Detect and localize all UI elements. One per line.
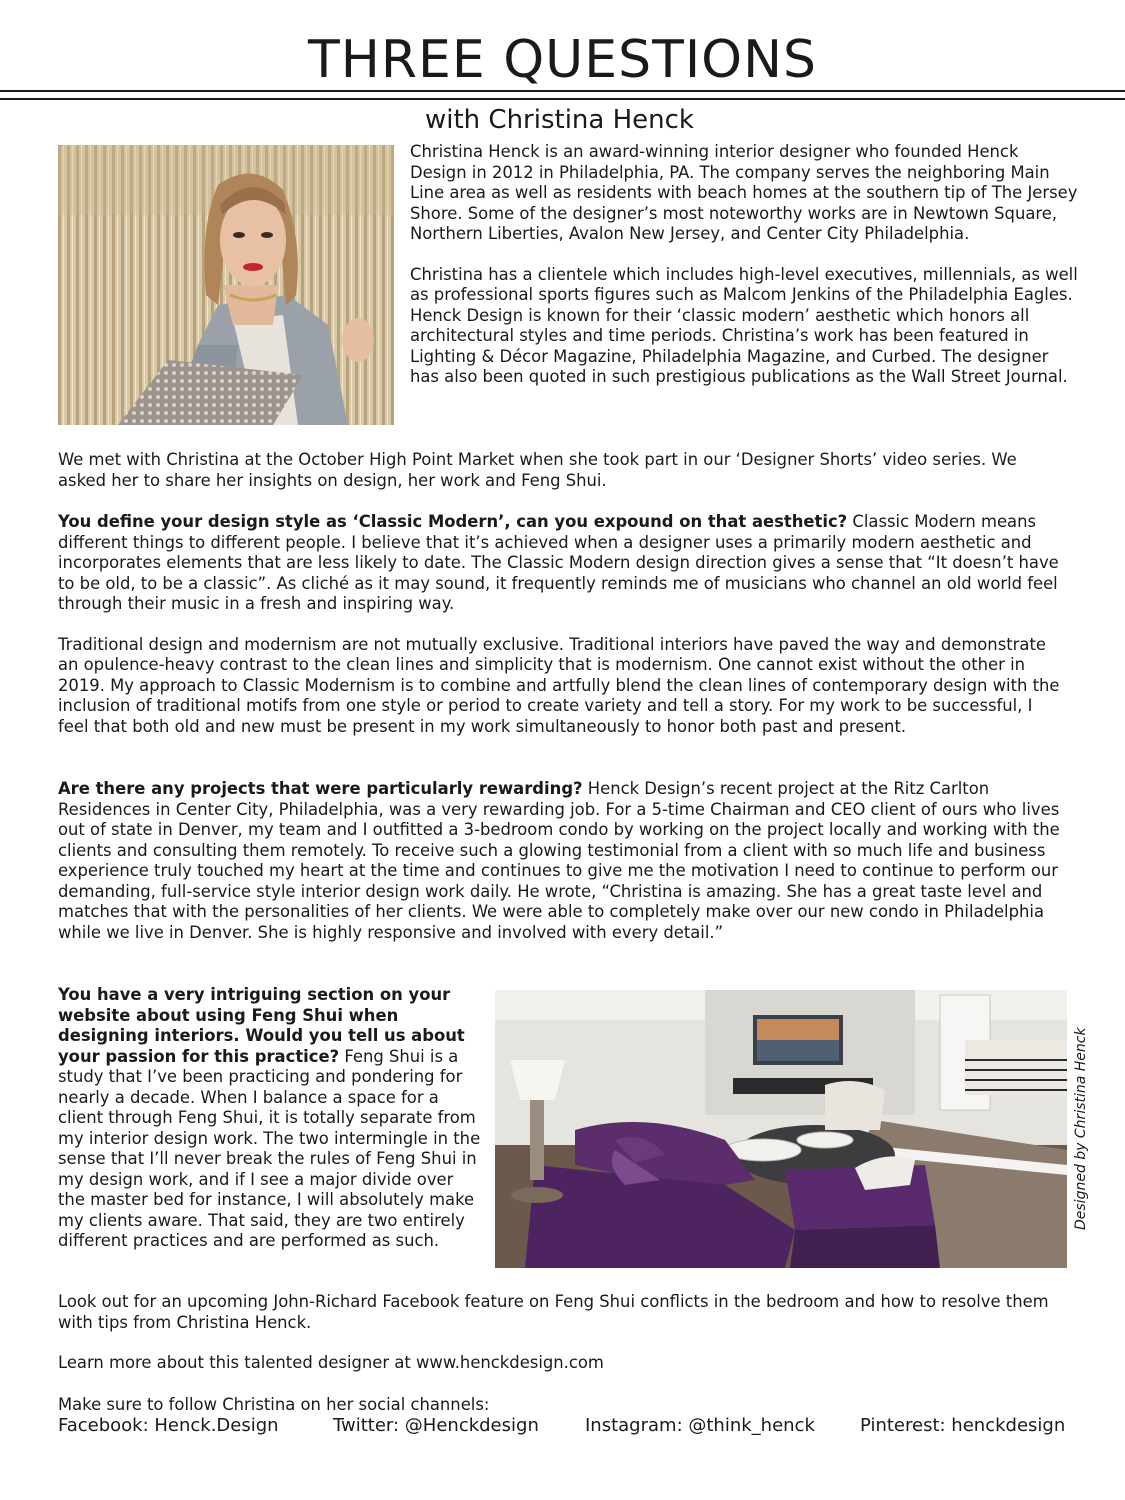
portrait-photo: [58, 145, 394, 425]
question-block-3: [58, 985, 482, 1252]
answer-text: Henck Design’s recent project at the Ritz Carlton Residences in Center City, Philadelphia, was a very rewarding job. For a 5-time Chairman and CEO client of ours who lives out of state in Denver, my team and I outfitted a 3-bedroom condo by working on the project locally and working with the clients and consulting them remotely. To receive such a glowing testimonial from a client with so much life and business experience truly touched my heart at the time and continues to give me the motivation I need to continue to perform our demanding, full-service style interior design work daily. He wrote, “Christina is amazing. She has a great taste level and matches that with the personalities of her clients. We were able to completely make over our new condo in Philadelphia while we live in Denver. She is highly responsive and involved with every detail.”: [58, 779, 1060, 942]
question-text: You have a very intriguing section on your website about using Feng Shui when designing interiors. Would you tell us about your passion for this practice?: [58, 985, 465, 1066]
bio-section: [410, 142, 1080, 388]
photo-credit: Designed by Christina Henck: [1073, 1027, 1089, 1230]
living-room-photo: [495, 990, 1067, 1268]
pinterest-handle: Pinterest: henckdesign: [860, 1415, 1066, 1436]
question-text: Are there any projects that were particularly rewarding?: [58, 779, 583, 798]
answer-text: Classic Modern means different things to different people. I believe that it’s achieved when a designer uses a primarily modern aesthetic and incorporates elements that are less likely to date. The Classic Modern design direction gives a sense that “It doesn’t have to be old, to be a classic”. As cliché as it may sound, it frequently reminds me of musicians who channel an old world feel through their music in a fresh and inspiring way.: [58, 512, 1059, 613]
outro-paragraph: Look out for an upcoming John-Richard Facebook feature on Feng Shui conflicts in the bedroom and how to resolve them with tips from Christina Henck.: [58, 1292, 1049, 1332]
facebook-handle: Facebook: Henck.Design: [58, 1415, 279, 1436]
qa-paragraph: [58, 512, 1068, 615]
intro-paragraph: We met with Christina at the October High Point Market when she took part in our ‘Designer Shorts’ video series. We asked her to share her insights on design, her work and Feng Shui.: [58, 450, 1017, 490]
title-divider-bottom: [0, 98, 1125, 100]
question-block-2: [58, 779, 1068, 943]
qa-paragraph: [58, 985, 482, 1252]
follow-text: Make sure to follow Christina on her social channels:: [58, 1395, 490, 1414]
page-title: THREE QUESTIONS: [307, 30, 818, 90]
answer-paragraph: Traditional design and modernism are not mutually exclusive. Traditional interiors have paved the way and demonstrate an opulence-heavy contrast to the clean lines and simplicity that is modernism. One cannot exist without the other in 2019. My approach to Classic Modernism is to combine and artfully blend the clean lines of contemporary design with the inclusion of traditional motifs from one style or period to create variety and tell a story. For my work to be successful, I feel that both old and new must be present in my work simultaneously to honor both past and present.: [58, 634, 1060, 736]
question-text: You define your design style as ‘Classic Modern’, can you expound on that aesthetic?: [58, 512, 848, 531]
bio-paragraph: Christina Henck is an award-winning interior designer who founded Henck Design in 2012 in Philadelphia, PA. The company serves the neighboring Main Line area as well as residents with beach homes at the southern tip of The Jersey Shore. Some of the designer’s most noteworthy works are in Newtown Square, Northern Liberties, Avalon New Jersey, and Center City Philadelphia.: [410, 142, 1078, 243]
answer-text: Feng Shui is a study that I’ve been practicing and pondering for nearly a decade. When I balance a space for a client through Feng Shui, it is totally separate from my interior design work. The two intermingle in the sense that I’ll never break the rules of Feng Shui in my design work, and if I see a major divide over the master bed for instance, I will absolutely make my clients aware. That said, they are two entirely different practices and are performed as such.: [58, 1046, 481, 1250]
learn-more-text: Learn more about this talented designer at www.henckdesign.com: [58, 1353, 604, 1372]
title-divider-top: [0, 90, 1125, 92]
instagram-handle: Instagram: @think_henck: [585, 1415, 815, 1436]
question-block-1: [58, 512, 1068, 737]
page-subtitle: with Christina Henck: [425, 105, 694, 135]
twitter-handle: Twitter: @Henckdesign: [333, 1415, 539, 1436]
qa-paragraph: [58, 779, 1068, 943]
bio-paragraph: Christina has a clientele which includes high-level executives, millennials, as well as professional sports figures such as Malcom Jenkins of the Philadelphia Eagles. Henck Design is known for their ‘classic modern’ aesthetic which honors all architectural styles and time periods. Christina’s work has been featured in Lighting & Décor Magazine, Philadelphia Magazine, and Curbed. The designer has also been quoted in such prestigious publications as the Wall Street Journal.: [410, 264, 1078, 386]
